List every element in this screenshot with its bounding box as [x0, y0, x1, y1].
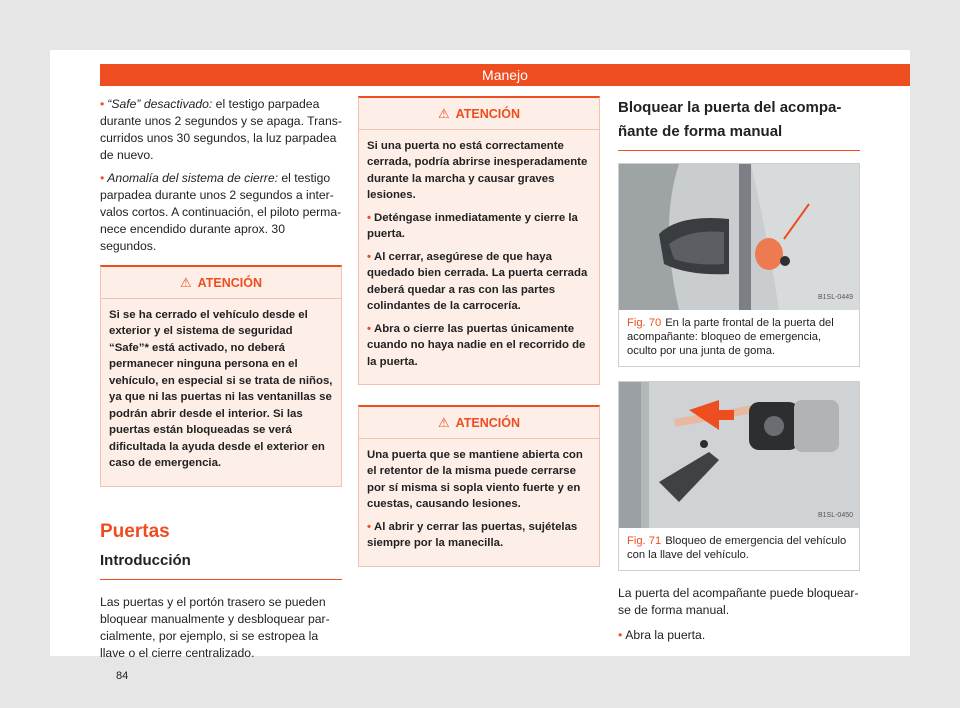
- bullet-dot: •: [100, 171, 105, 185]
- warning-title: ATENCIÓN: [197, 276, 262, 290]
- bullet-safe-disabled: [100, 96, 342, 164]
- figure-71-image: [619, 382, 859, 528]
- warning-box-safe: [100, 265, 342, 487]
- page: [50, 50, 910, 682]
- subsection-title: Introducción: [100, 552, 342, 580]
- bullet-dot: •: [367, 322, 371, 335]
- bullet-text: Abra la puerta.: [625, 628, 706, 642]
- bullet-dot: •: [367, 211, 371, 224]
- bullet-dot: •: [618, 628, 623, 642]
- warning-header: [101, 267, 341, 299]
- warning-bullet-text: Al cerrar, asegúrese de que haya quedado bien cerrada. La puerta cerrada deberá quedar a ras con las partes colindantes de la carrocería.: [367, 250, 588, 312]
- warning-title: ATENCIÓN: [455, 107, 520, 121]
- figure-70-image: [619, 164, 859, 310]
- warning-bullet: [367, 321, 591, 371]
- figure-71: [618, 381, 860, 571]
- bullet-lock-fault: [100, 170, 342, 255]
- figure-70: [618, 163, 860, 367]
- image-code: B1SL-0450: [817, 512, 853, 519]
- warning-header: [359, 98, 599, 130]
- column-middle: [358, 96, 600, 567]
- figure-caption: [619, 310, 859, 366]
- warning-bullet: [367, 210, 591, 243]
- warning-bullet-text: Al abrir y cerrar las puertas, sujételas siempre por la manecilla.: [367, 520, 578, 549]
- warning-triangle-icon: ⚠: [179, 275, 192, 290]
- figure-caption: [619, 528, 859, 570]
- warning-triangle-icon: ⚠: [437, 415, 450, 430]
- warning-text: Si se ha cerrado el vehículo desde el exterior y el sistema de seguridad “Safe”* está activado, no deberá permanecer ninguna persona en el vehículo, en especial si se trata de niños, ya que ni las puertas ni las ventanillas se podrán abrir desde el interior. Si las puertas están bloqueadas se verá dificultada la ayuda desde el exterior en caso de emergencia.: [109, 308, 333, 469]
- figure-number: Fig. 71: [627, 535, 662, 547]
- bullet-text: el testigo parpadea durante unos 2 segundos y se apaga. Transcurridos unos 30 segundos, la luz parpadea de nuevo.: [100, 97, 342, 162]
- bullet-dot: •: [367, 250, 371, 263]
- section-title: Puertas: [100, 520, 170, 542]
- warning-box-door-wind: [358, 405, 600, 567]
- page-header: Manejo: [100, 64, 910, 86]
- bullet-text: el testigo parpadea durante unos 2 segundos a intervalos cortos. A continuación, el piloto permanece encendido durante aprox. 30 segundos.: [100, 171, 342, 253]
- bullet-dot: •: [367, 520, 371, 533]
- manual-lock-text: La puerta del acompañante puede bloquearse de forma manual.: [618, 586, 859, 617]
- image-code: B1SL-0449: [817, 294, 853, 301]
- figure-number: Fig. 70: [627, 317, 662, 329]
- warning-bullet: [367, 519, 591, 552]
- column-left: [100, 96, 342, 670]
- warning-text: Una puerta que se mantiene abierta con el retentor de la misma puede cerrarse por sí misma si sopla viento fuerte y en cuestas, causando lesiones.: [367, 448, 583, 510]
- warning-triangle-icon: ⚠: [437, 106, 450, 121]
- bullet-label: “Safe” desactivado:: [107, 97, 213, 111]
- column-right: [618, 96, 860, 650]
- warning-title: ATENCIÓN: [455, 416, 520, 430]
- warning-box-door-closed: [358, 96, 600, 385]
- warning-text: Si una puerta no está correctamente cerrada, podría abrirse inesperadamente durante la marcha y causar graves lesiones.: [367, 139, 588, 201]
- warning-bullet-text: Deténgase inmediatamente y cierre la puerta.: [367, 211, 578, 240]
- bullet-label: Anomalía del sistema de cierre:: [107, 171, 278, 185]
- warning-bullet: [367, 249, 591, 315]
- figure-caption-text: En la parte frontal de la puerta del acompañante: bloqueo de emergencia, oculto por una junta de goma.: [627, 317, 834, 357]
- bullet-open-door: [618, 627, 860, 644]
- figure-caption-text: Bloqueo de emergencia del vehículo con la llave del vehículo.: [627, 535, 847, 561]
- bullet-dot: •: [100, 97, 105, 111]
- warning-bullet-text: Abra o cierre las puertas únicamente cuando no haya nadie en el recorrido de la puerta.: [367, 322, 586, 368]
- page-number: 84: [116, 670, 129, 682]
- intro-text: Las puertas y el portón trasero se pueden bloquear manualmente y desbloquear parcialmente, por ejemplo, si se estropea la llave o el cierre centralizado.: [100, 594, 330, 660]
- section-title-manual-lock: Bloquear la puerta del acompañante de forma manual: [618, 96, 860, 151]
- warning-header: [359, 407, 599, 439]
